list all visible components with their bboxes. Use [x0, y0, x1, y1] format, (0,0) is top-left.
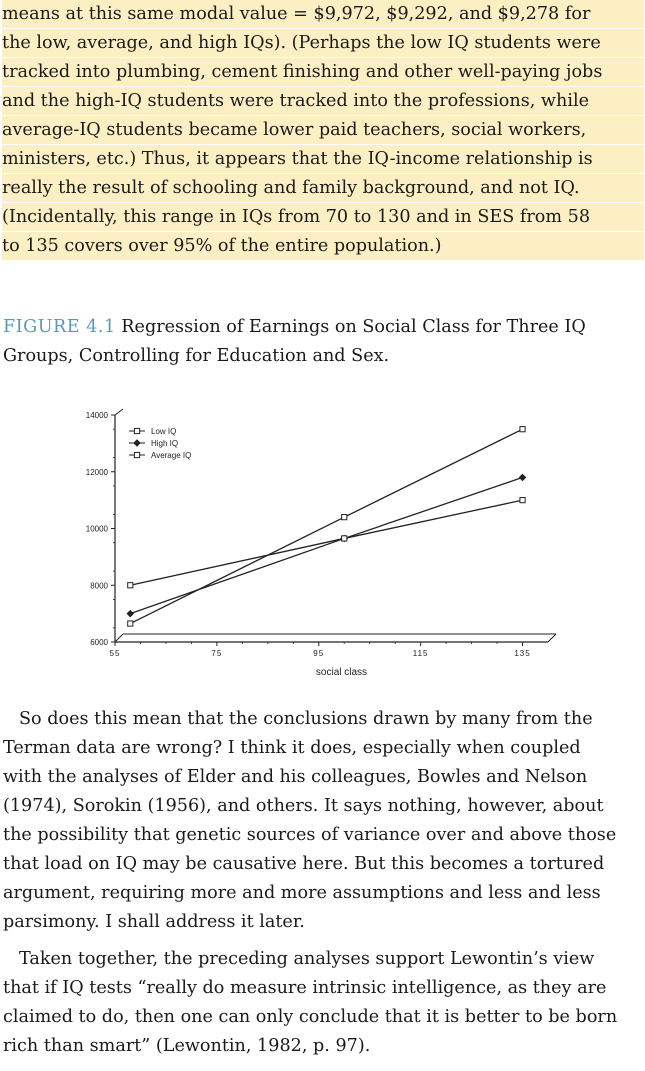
text-line: parsimony. I shall address it later. — [3, 912, 305, 932]
series-line-2 — [130, 500, 522, 585]
text-line: claimed to do, then one can only conclude that it is better to be born — [3, 1007, 618, 1027]
x-tick-label: 95 — [313, 649, 325, 658]
data-point — [520, 427, 525, 432]
figure-caption — [3, 313, 643, 371]
text-line: argument, requiring more and more assumptions and less and less — [3, 883, 601, 903]
data-point — [128, 621, 133, 626]
figure-label: FIGURE 4.1 — [3, 317, 116, 337]
text-line: that load on IQ may be causative here. But this becomes a tortured — [3, 854, 605, 874]
highlighted-line: average-IQ students became lower paid teachers, social workers, — [2, 116, 644, 144]
axis-depth-edge — [548, 634, 556, 642]
legend-marker — [134, 428, 139, 433]
text-line: So does this mean that the conclusions drawn by many from the — [19, 709, 593, 729]
text-line: the possibility that genetic sources of variance over and above those — [3, 825, 617, 845]
highlighted-line: tracked into plumbing, cement finishing and other well-paying jobs — [2, 58, 644, 86]
highlighted-line: means at this same modal value = $9,972, $9,292, and $9,278 for — [2, 0, 644, 28]
data-point — [128, 583, 133, 588]
text-line: (1974), Sorokin (1956), and others. It says nothing, however, about — [3, 796, 604, 816]
highlighted-line: ministers, etc.) Thus, it appears that the IQ-income relationship is — [2, 145, 644, 173]
highlighted-line: to 135 covers over 95% of the entire population.) — [2, 232, 644, 260]
text-line: rich than smart” (Lewontin, 1982, p. 97). — [3, 1036, 371, 1056]
text-line: that if IQ tests “really do measure intrinsic intelligence, as they are — [3, 978, 607, 998]
earnings-regression-chart — [70, 400, 570, 690]
body-paragraph-2 — [3, 945, 643, 1061]
y-tick-label: 6000 — [90, 638, 108, 647]
data-point — [342, 536, 347, 541]
highlighted-line: really the result of schooling and family background, and not IQ. — [2, 174, 644, 202]
data-point — [127, 610, 133, 616]
x-axis-label: social class — [315, 667, 368, 678]
highlighted-line: and the high-IQ students were tracked into the professions, while — [2, 87, 644, 115]
data-point — [342, 515, 347, 520]
data-point — [519, 474, 525, 480]
body-paragraph-1 — [3, 705, 643, 937]
y-tick-label: 8000 — [90, 581, 108, 591]
legend-label: Low IQ — [151, 427, 177, 436]
legend-label: High IQ — [151, 439, 179, 448]
y-tick-label: 12000 — [85, 467, 108, 477]
chart-svg — [70, 400, 570, 690]
y-tick-label: 14000 — [85, 411, 108, 420]
axis-depth-edge — [115, 409, 123, 415]
legend-marker — [134, 440, 140, 446]
y-tick-label: 10000 — [85, 524, 108, 534]
x-tick-label: 55 — [109, 649, 121, 658]
text-line: with the analyses of Elder and his colleagues, Bowles and Nelson — [3, 767, 588, 787]
axis-depth-edge — [115, 634, 123, 642]
highlighted-paragraph — [2, 0, 644, 261]
highlighted-line: the low, average, and high IQs). (Perhaps the low IQ students were — [2, 29, 644, 57]
legend-label: Average IQ — [151, 451, 192, 460]
highlighted-line: (Incidentally, this range in IQs from 70 to 130 and in SES from 58 — [2, 203, 644, 231]
legend-marker — [134, 452, 139, 457]
text-line: Terman data are wrong? I think it does, especially when coupled — [3, 738, 581, 758]
caption-line-2: Groups, Controlling for Education and Sex. — [3, 346, 390, 366]
x-tick-label: 75 — [211, 649, 223, 658]
series-line-1 — [130, 477, 522, 613]
caption-text: Regression of Earnings on Social Class for Three IQ — [115, 317, 586, 337]
x-tick-label: 135 — [514, 649, 531, 658]
x-tick-label: 115 — [412, 649, 429, 658]
caption-line-1 — [3, 313, 643, 342]
text-line: Taken together, the preceding analyses support Lewontin’s view — [19, 949, 595, 969]
data-point — [520, 498, 525, 503]
